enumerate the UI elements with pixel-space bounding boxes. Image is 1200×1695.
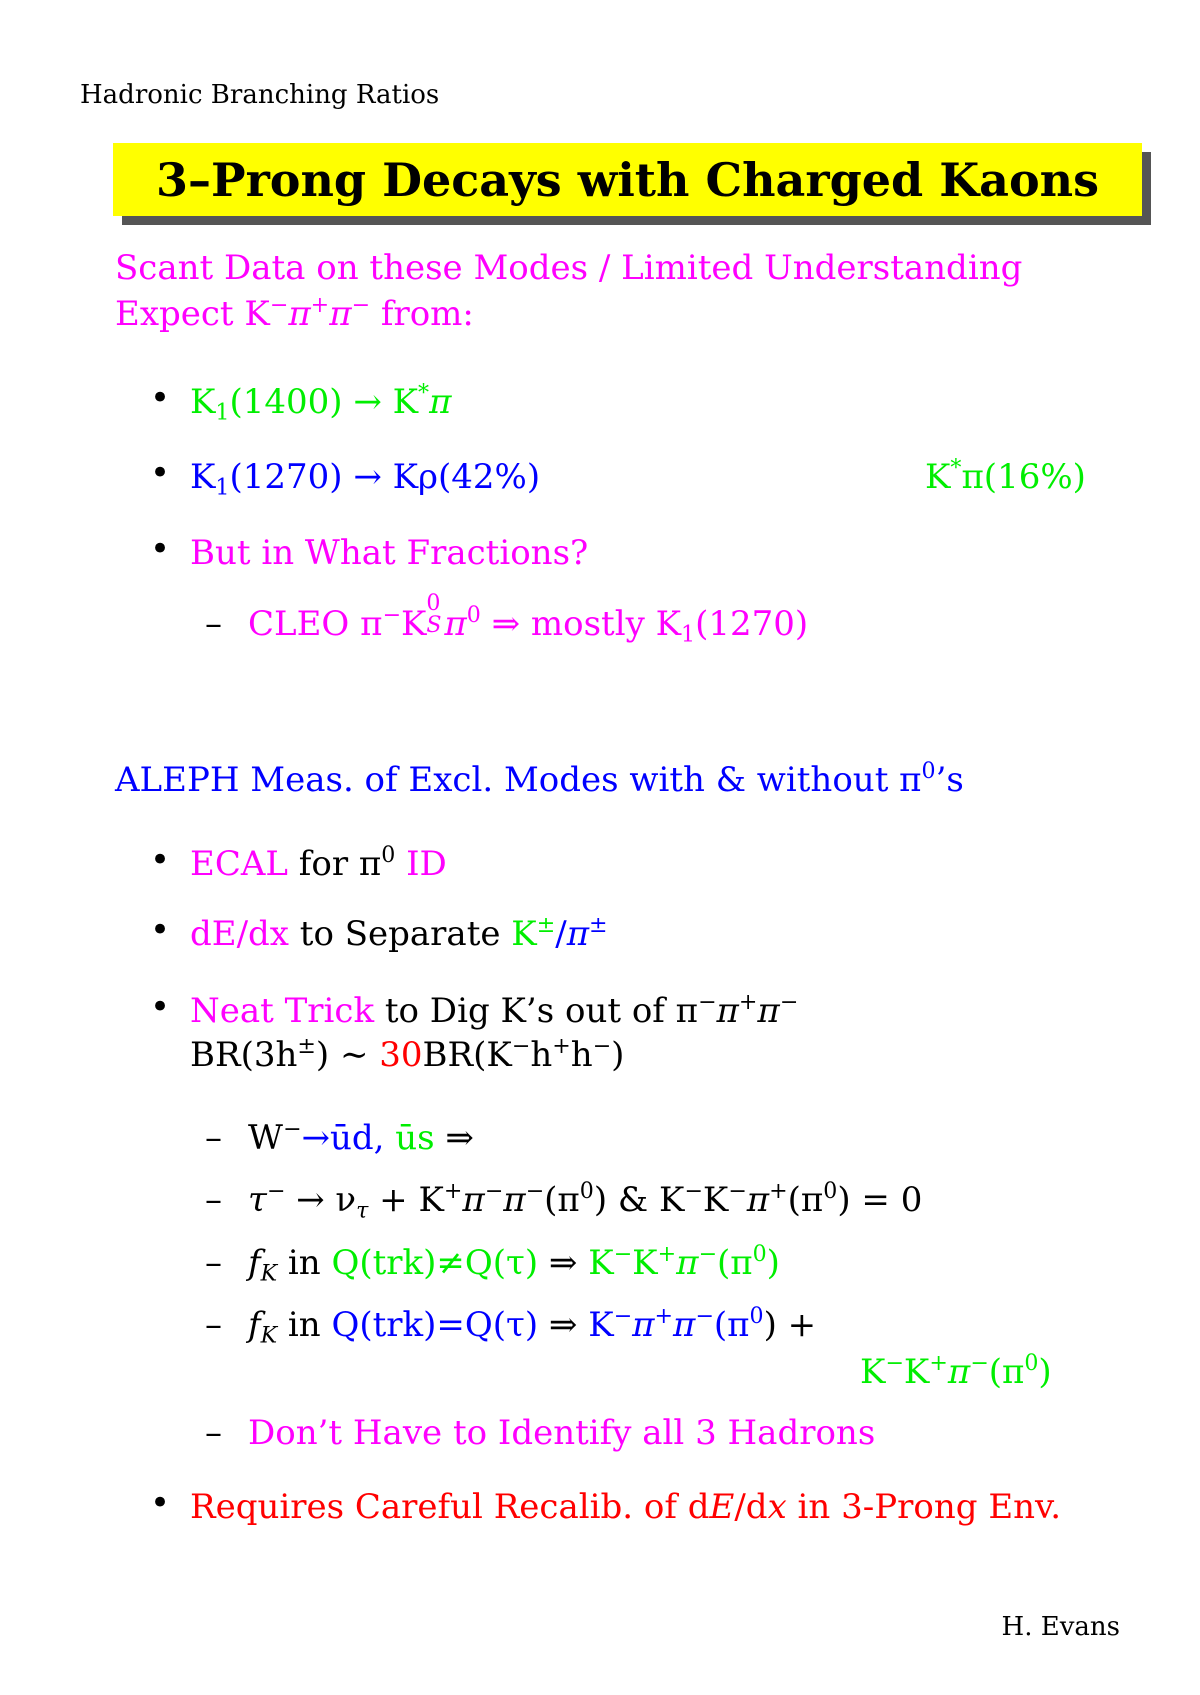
bullet-marker: • <box>150 910 171 950</box>
dash-marker: – <box>205 604 222 644</box>
running-header: Hadronic Branching Ratios <box>80 80 440 110</box>
author-footer: H. Evans <box>1001 1612 1120 1642</box>
dash-marker: – <box>205 1305 222 1345</box>
bullet-ecal: ECAL for $\pi^0$ ID <box>190 841 447 884</box>
bullet-marker: • <box>150 529 171 569</box>
bullet-fractions: But in What Fractions? <box>190 533 589 573</box>
dash-marker: – <box>205 1243 222 1283</box>
dash-marker: – <box>205 1413 222 1453</box>
bullet-dedx: dE/dx to Separate K±/π± <box>190 911 608 954</box>
bullet-marker: • <box>150 987 171 1027</box>
sub-fk-same-charge: $f_K$ in Q(trk)=Q(τ) ⇒ $K^-\pi^+\pi^-(\pi^0)$ + <box>248 1302 817 1349</box>
bullet-recalib: Requires Careful Recalib. of dE/dx in 3-Prong Env. <box>190 1487 1062 1527</box>
intro-line-2: Expect K−π+π− from: <box>115 291 474 334</box>
sub-cleo: CLEO π−K 0 S $\pi^0$ ⇒ mostly $K_1(1270)$ <box>248 590 809 648</box>
bullet-marker: • <box>150 378 171 418</box>
sub-dont-identify: Don’t Have to Identify all 3 Hadrons <box>248 1413 876 1453</box>
dash-marker: – <box>205 1118 222 1158</box>
bullet-k1-1400: $K_1(1400) \to K^*\pi$ <box>190 379 452 426</box>
sub-w-decay: W−→ūd, ūs ⇒ <box>248 1115 474 1158</box>
bullet-marker: • <box>150 1483 171 1523</box>
aleph-heading: ALEPH Meas. of Excl. Modes with & without $\pi^0’s$ <box>115 757 964 800</box>
sub-tau-decay: $\tau^- \to \nu_\tau + K^+\pi^-\pi^-(\pi^0)$ & $K^-K^-\pi^+(\pi^0) = 0$ <box>248 1177 923 1224</box>
sub-fk-same-charge-cont: $K^-K^+\pi^-(\pi^0)$ <box>860 1349 1052 1392</box>
bullet-marker: • <box>150 840 171 880</box>
br-ratio-line: BR(3h±) ∼ 30BR(K−h+h−) <box>190 1032 625 1075</box>
sub-fk-opposite-charge: $f_K$ in Q(trk)≠Q(τ) ⇒ $K^-K^+\pi^-(\pi^0)$ <box>248 1240 780 1287</box>
intro-line-1: Scant Data on these Modes / Limited Understanding <box>115 248 1023 288</box>
bullet-k1-1270: $K_1(1270) \to K\rho(42\%)$ <box>190 457 541 501</box>
slide-title: 3–Prong Decays with Charged Kaons <box>113 143 1142 216</box>
k1-1270-kstar-fraction: K*π(16%) <box>925 454 1086 497</box>
bullet-neat-trick: Neat Trick to Dig K’s out of π−π+π− <box>190 988 799 1031</box>
bullet-marker: • <box>150 453 171 493</box>
dash-marker: – <box>205 1180 222 1220</box>
